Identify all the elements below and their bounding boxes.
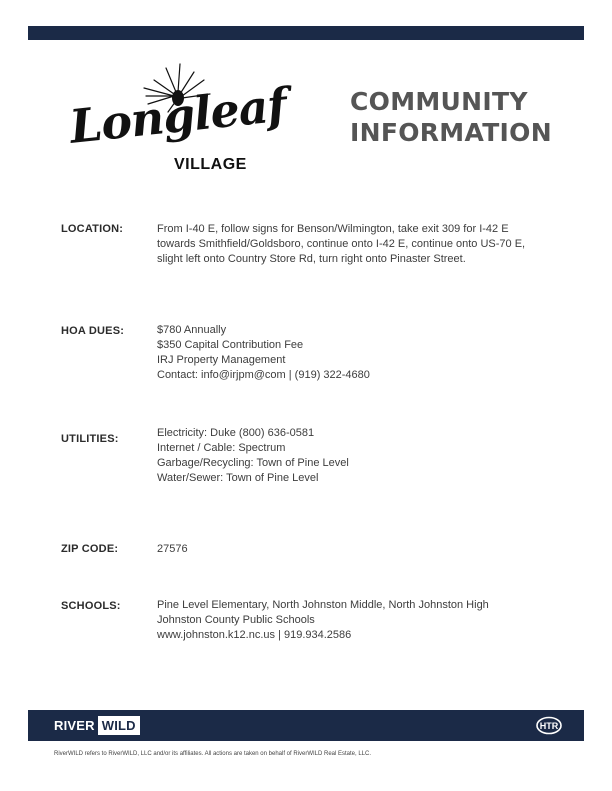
page-title xyxy=(350,86,552,148)
schools-value xyxy=(157,598,547,643)
longleaf-village-logo xyxy=(62,58,289,196)
hoa-line: $780 Annually xyxy=(157,324,227,336)
top-header-bar xyxy=(28,26,584,40)
riverwild-logo-wild: WILD xyxy=(98,716,140,735)
footer-bar xyxy=(28,710,584,741)
htr-logo-icon xyxy=(536,716,562,735)
footer-disclaimer: RiverWILD refers to RiverWILD, LLC and/or its affiliates. All actions are taken on behalf of RiverWILD Real Estate, LLC. xyxy=(54,751,372,757)
logo-script-text: Longleaf xyxy=(67,77,289,154)
hoa-dues-value xyxy=(157,323,547,383)
hoa-dues-label: HOA DUES: xyxy=(61,325,125,337)
utility-line: Garbage/Recycling: Town of Pine Level xyxy=(157,457,349,469)
school-line: Johnston County Public Schools xyxy=(157,614,315,626)
htr-logo-text: HTR xyxy=(539,721,559,731)
utility-line: Internet / Cable: Spectrum xyxy=(157,442,286,454)
location-directions: From I-40 E, follow signs for Benson/Wilmington, take exit 309 for I-42 E towards Smithfield/Goldsboro, continue onto I-42 E, continue onto US-70 E, slight left onto Country Store Rd, turn right onto Pinaster Street. xyxy=(157,223,526,265)
utility-line: Water/Sewer: Town of Pine Level xyxy=(157,472,319,484)
school-line: www.johnston.k12.nc.us | 919.934.2586 xyxy=(157,629,352,641)
location-value xyxy=(157,222,547,267)
hoa-line: $350 Capital Contribution Fee xyxy=(157,339,304,351)
title-line-2: INFORMATION xyxy=(350,118,552,147)
utilities-label: UTILITIES: xyxy=(61,433,119,445)
schools-label: SCHOOLS: xyxy=(61,600,121,612)
zip-code-label: ZIP CODE: xyxy=(61,543,119,555)
riverwild-logo xyxy=(54,716,140,735)
zip-code-value: 27576 xyxy=(157,543,188,555)
riverwild-logo-river: RIVER xyxy=(54,718,95,733)
hoa-line: IRJ Property Management xyxy=(157,354,286,366)
hoa-line: Contact: info@irjpm@com | (919) 322-4680 xyxy=(157,369,370,381)
title-line-1: COMMUNITY xyxy=(350,87,528,116)
school-line: Pine Level Elementary, North Johnston Middle, North Johnston High xyxy=(157,599,489,611)
location-label: LOCATION: xyxy=(61,223,124,235)
utility-line: Electricity: Duke (800) 636-0581 xyxy=(157,427,315,439)
utilities-value xyxy=(157,426,547,486)
logo-subtitle: VILLAGE xyxy=(174,156,247,173)
